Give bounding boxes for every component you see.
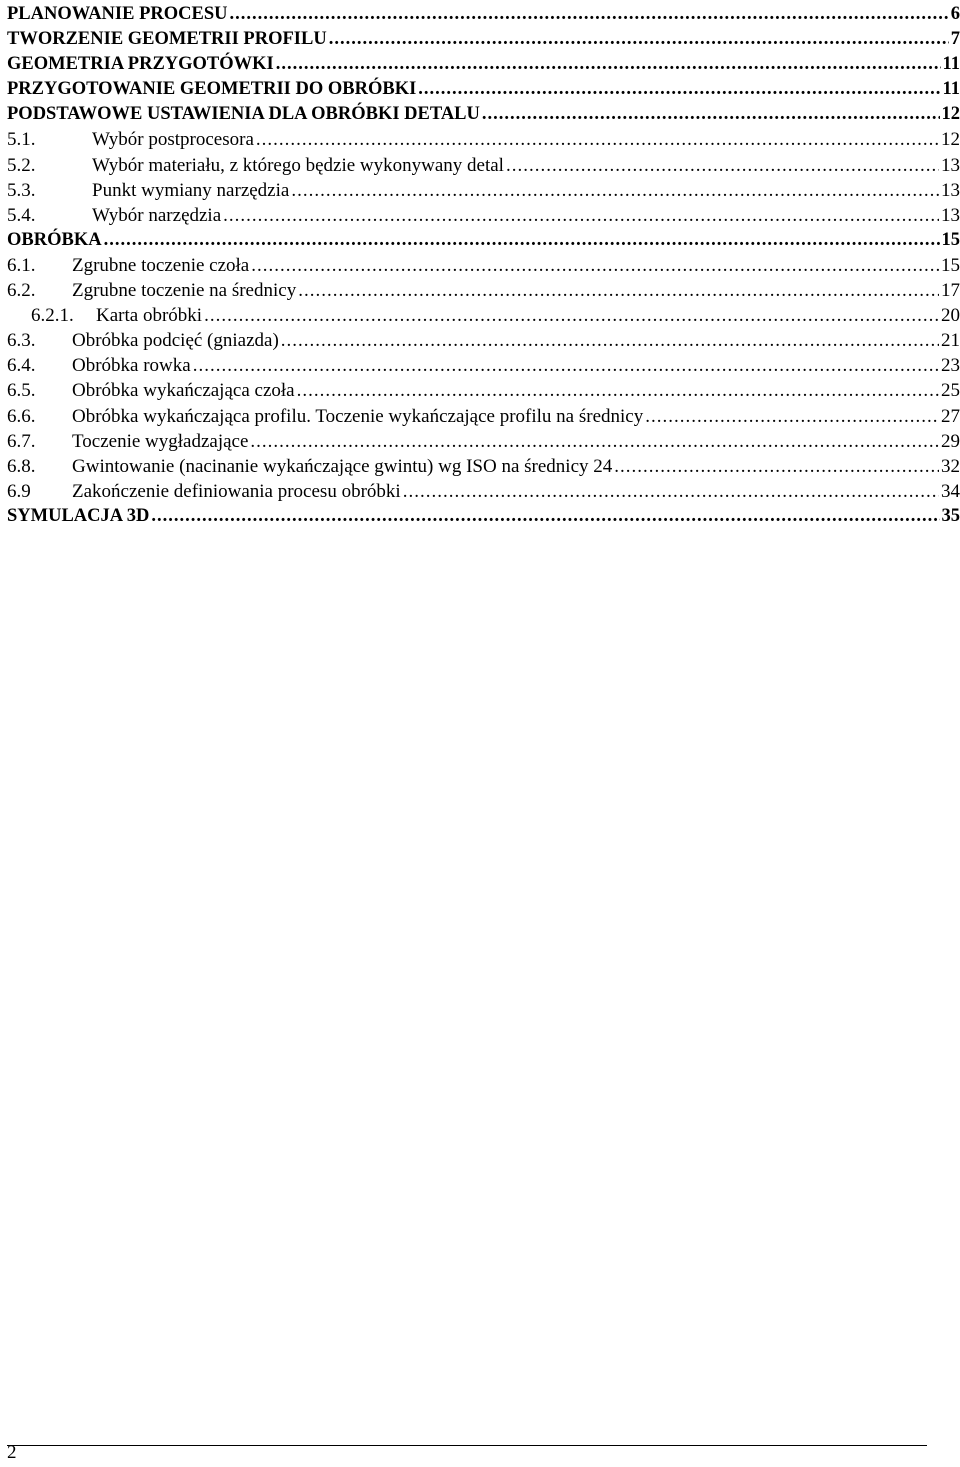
footer-divider [7, 1445, 927, 1446]
toc-dot-leader [104, 228, 940, 253]
toc-entry[interactable] [7, 153, 960, 178]
toc-entry-number: 6.4. [7, 355, 36, 377]
toc-entry-number: 5.2. [7, 154, 36, 176]
toc-entry-number: 6.2. [7, 280, 36, 302]
toc-entry[interactable] [7, 27, 960, 52]
toc-entry-label: GEOMETRIA PRZYGOTÓWKI [7, 54, 274, 75]
toc-dot-leader [291, 178, 939, 203]
toc-entry[interactable] [7, 378, 960, 403]
toc-entry-page: 29 [941, 430, 960, 452]
toc-dot-leader [298, 278, 939, 303]
toc-dot-leader [297, 378, 939, 403]
toc-dot-leader [229, 2, 948, 27]
toc-entry[interactable] [7, 504, 960, 529]
toc-dot-leader [193, 353, 939, 378]
toc-entry-number: 6.8. [7, 455, 36, 477]
toc-entry-number: 5.4. [7, 204, 36, 226]
toc-entry-number: 5.3. [7, 179, 36, 201]
toc-entry[interactable] [7, 102, 960, 127]
toc-dot-leader [614, 454, 939, 479]
toc-entry[interactable] [7, 228, 960, 253]
toc-entry-label: OBRÓBKA [7, 229, 102, 250]
toc-dot-leader [506, 153, 939, 178]
toc-dot-leader [250, 429, 939, 454]
toc-entry-label: Obróbka podcięć (gniazda) [72, 330, 279, 352]
toc-entry-number: 6.9 [7, 480, 31, 502]
toc-entry[interactable] [7, 404, 960, 429]
toc-dot-leader [276, 52, 941, 77]
toc-entry-label: Obróbka rowka [72, 355, 191, 377]
toc-entry-label: Punkt wymiany narzędzia [92, 179, 290, 201]
toc-entry[interactable] [7, 253, 960, 278]
toc-entry[interactable] [7, 52, 960, 77]
toc-entry-label: SYMULACJA 3D [7, 505, 150, 526]
toc-entry-page: 13 [941, 204, 960, 226]
toc-entry[interactable] [7, 303, 960, 328]
toc-entry-label: Gwintowanie (nacinanie wykańczające gwintu) wg ISO na średnicy 24 [72, 455, 613, 477]
toc-entry-label: Zgrubne toczenie czoła [72, 254, 250, 276]
toc-entry[interactable] [7, 429, 960, 454]
toc-entry-number: 6.3. [7, 330, 36, 352]
toc-entry-page: 12 [941, 104, 960, 125]
toc-dot-leader [151, 504, 939, 529]
toc-entry-label: Toczenie wygładzające [72, 430, 249, 452]
toc-entry[interactable] [7, 127, 960, 152]
toc-entry[interactable] [7, 278, 960, 303]
toc-entry[interactable] [7, 479, 960, 504]
toc-entry-label: Wybór postprocesora [92, 129, 254, 151]
toc-entry-number: 5.1. [7, 129, 36, 151]
toc-entry-page: 34 [941, 480, 960, 502]
toc-entry-page: 15 [941, 254, 960, 276]
toc-entry-page: 25 [941, 380, 960, 402]
toc-entry-page: 23 [941, 355, 960, 377]
toc-entry-number: 6.5. [7, 380, 36, 402]
toc-entry-label: PODSTAWOWE USTAWIENIA DLA OBRÓBKI DETALU [7, 104, 480, 125]
toc-entry-label: Zakończenie definiowania procesu obróbki [72, 480, 401, 502]
toc-entry-label: TWORZENIE GEOMETRII PROFILU [7, 29, 327, 50]
toc-entry-page: 32 [941, 455, 960, 477]
toc-entry-page: 7 [950, 29, 960, 50]
toc-dot-leader [645, 404, 939, 429]
toc-entry[interactable] [7, 328, 960, 353]
page-number: 2 [7, 1442, 17, 1463]
toc-entry[interactable] [7, 77, 960, 102]
toc-dot-leader [223, 203, 939, 228]
toc-entry-page: 20 [941, 305, 960, 327]
toc-entry-page: 35 [941, 505, 960, 526]
toc-entry-number: 6.2.1. [31, 305, 74, 327]
toc-entry-page: 13 [941, 154, 960, 176]
toc-dot-leader [329, 27, 949, 52]
toc-entry-page: 11 [942, 54, 960, 75]
toc-entry[interactable] [7, 454, 960, 479]
toc-entry[interactable] [7, 353, 960, 378]
toc-entry[interactable] [7, 203, 960, 228]
toc-dot-leader [204, 303, 939, 328]
toc-dot-leader [403, 479, 939, 504]
toc-dot-leader [281, 328, 939, 353]
toc-entry-number: 6.7. [7, 430, 36, 452]
toc-entry-label: Wybór narzędzia [92, 204, 222, 226]
toc-entry-page: 27 [941, 405, 960, 427]
toc-entry-label: PRZYGOTOWANIE GEOMETRII DO OBRÓBKI [7, 79, 417, 100]
toc-entry[interactable] [7, 178, 960, 203]
toc-entry-page: 11 [942, 79, 960, 100]
toc-entry-page: 13 [941, 179, 960, 201]
toc-entry-label: Wybór materiału, z którego będzie wykonywany detal [92, 154, 504, 176]
toc-entry-page: 21 [941, 330, 960, 352]
toc-dot-leader [418, 77, 940, 102]
toc-entry-label: PLANOWANIE PROCESU [7, 4, 228, 24]
toc-entry-page: 17 [941, 280, 960, 302]
toc-dot-leader [251, 253, 939, 278]
toc-entry-label: Zgrubne toczenie na średnicy [72, 280, 297, 302]
toc-entry-page: 12 [941, 129, 960, 151]
toc-dot-leader [482, 102, 940, 127]
toc-entry-label: Obróbka wykańczająca profilu. Toczenie wykańczające profilu na średnicy [72, 405, 644, 427]
toc-entry-label: Obróbka wykańczająca czoła [72, 380, 295, 402]
toc-entry-page: 6 [950, 4, 960, 24]
toc-entry-number: 6.6. [7, 405, 36, 427]
toc-dot-leader [256, 127, 939, 152]
toc-entry-page: 15 [941, 229, 960, 250]
toc-entry[interactable] [7, 2, 960, 27]
toc-entry-label: Karta obróbki [96, 305, 203, 327]
toc-entry-number: 6.1. [7, 254, 36, 276]
table-of-contents [7, 2, 960, 529]
